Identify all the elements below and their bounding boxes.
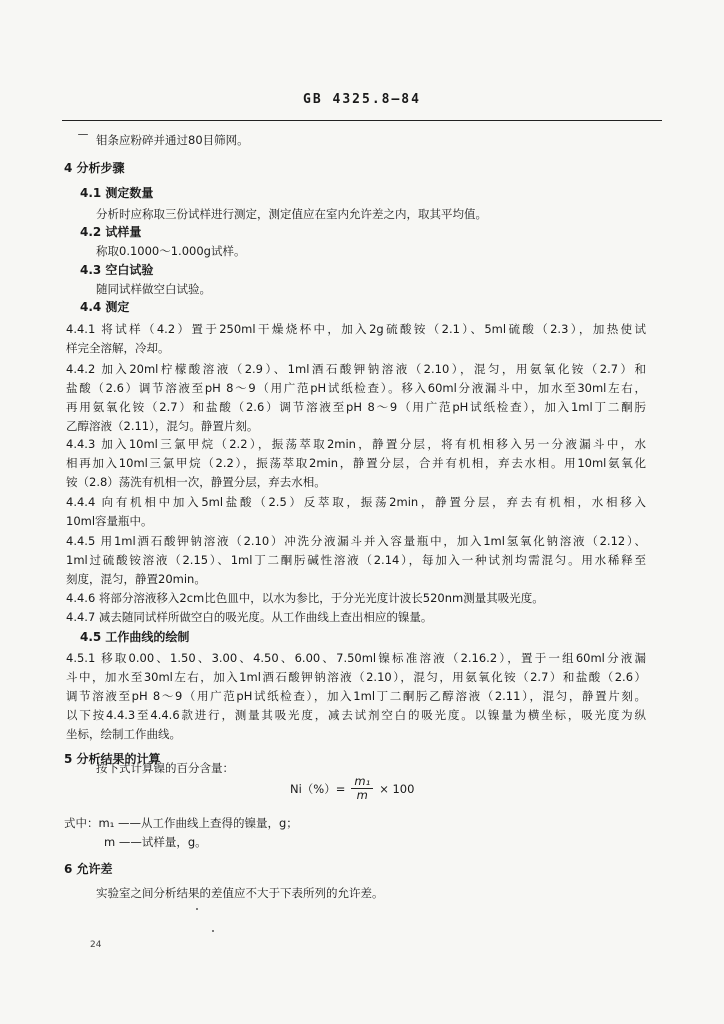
formula-denominator: m: [356, 788, 368, 802]
clause-4-4-7: 4.4.7 减去随同试样所做空白的吸光度。从工作曲线上查出相应的镍量。: [66, 610, 433, 624]
clause-4-5-1-line-5: 坐标，绘制工作曲线。: [66, 727, 181, 741]
formula-numerator: m₁: [351, 775, 373, 789]
clause-4-5-1-line-2: 斗中，加水至30ml左右，加入1ml酒石酸钾钠溶液（2.10），混匀，用氨氧化铵（2.7）和盐酸（2.6）: [66, 670, 646, 684]
subsection-heading-4-1: 4.1 测定数量: [80, 186, 154, 200]
section-heading-6: 6 允许差: [64, 862, 113, 876]
clause-4-4-2-line-2: 盐酸（2.6）调节溶液至pH 8～9（用广范pH试纸检查）。移入60ml分液漏斗中，加水至30ml左右，: [66, 381, 646, 395]
clause-4-5-1-line-4: 以下按4.4.3至4.4.6款进行，测量其吸光度，减去试剂空白的吸光度。以镍量为横坐标，吸光度为纵: [66, 708, 646, 722]
clause-4-4-3-line-1: 4.4.3 加入10ml三氯甲烷（2.2），振荡萃取2min，静置分层，将有机相移入另一分液漏斗中，水: [66, 437, 646, 451]
clause-4-5-1-line-3: 调节溶液至pH 8～9（用广范pH试纸检查），加入1ml丁二酮肟乙醇溶液（2.11），混匀，静置片刻。: [66, 689, 646, 703]
formula-rhs: × 100: [379, 781, 415, 796]
clause-4-4-2-line-3: 再用氨氧化铵（2.7）和盐酸（2.6）调节溶液至pH 8～9（用广范pH试纸检查），加入1ml丁二酮肟: [66, 400, 646, 414]
scan-speck: [196, 908, 198, 910]
header-rule: [62, 120, 662, 121]
clause-4-4-3-line-3: 铵（2.8）荡洗有机相一次，静置分层，弃去水相。: [66, 475, 326, 489]
text-line: 实验室之间分析结果的差值应不大于下表所列的允许差。: [96, 886, 384, 900]
scan-speck: [212, 930, 214, 932]
text-line: 按下式计算镍的百分含量：: [96, 761, 234, 775]
page-number: 24: [90, 940, 102, 950]
text-line: 钼条应粉碎并通过80目筛网。: [96, 133, 249, 147]
clause-4-5-1-line-1: 4.5.1 移取0.00、1.50、3.00、4.50、6.00、7.50ml镍标准溶液（2.16.2），置于一组60ml分液漏: [66, 651, 646, 665]
section-heading-5: 5 分析结果的计算: [64, 752, 161, 766]
formula-lhs: Ni（%）=: [290, 781, 346, 796]
clause-4-4-5-line-2: 1ml过硫酸铵溶液（2.15）、1ml丁二酮肟碱性溶液（2.14），每加入一种试剂均需混匀。用水稀释至: [66, 553, 646, 567]
subsection-heading-4-5: 4.5 工作曲线的绘制: [80, 630, 190, 644]
clause-4-4-1-line-2: 样完全溶解，冷却。: [66, 341, 170, 355]
subsection-heading-4-2: 4.2 试样量: [80, 225, 142, 239]
clause-4-4-5-line-3: 刻度，混匀，静置20min。: [66, 572, 206, 586]
standard-header: GB 4325.8—84: [303, 92, 421, 107]
scan-speck: [78, 134, 88, 135]
variable-definition-m: m ——试样量，g。: [104, 835, 207, 849]
nickel-percent-formula: [290, 775, 414, 802]
variable-definition-m1: 式中：m₁ ——从工作曲线上查得的镍量，g；: [64, 816, 298, 830]
section-heading-4: 4 分析步骤: [64, 161, 125, 175]
clause-4-4-4-line-1: 4.4.4 向有机相中加入5ml盐酸（2.5）反萃取，振荡2min，静置分层，弃去有机相，水相移入: [66, 495, 646, 509]
subsection-heading-4-4: 4.4 测定: [80, 300, 130, 314]
clause-4-4-2-line-4: 乙醇溶液（2.11），混匀。静置片刻。: [66, 419, 259, 433]
text-line: 分析时应称取三份试样进行测定，测定值应在室内允许差之内，取其平均值。: [96, 207, 487, 221]
formula-fraction: [351, 775, 373, 802]
clause-4-4-2-line-1: 4.4.2 加入20ml柠檬酸溶液（2.9）、1ml酒石酸钾钠溶液（2.10），混匀，用氨氧化铵（2.7）和: [66, 362, 646, 376]
clause-4-4-3-line-2: 相再加入10ml三氯甲烷（2.2），振荡萃取2min，静置分层，合并有机相，弃去水相。用10ml氨氧化: [66, 456, 646, 470]
clause-4-4-1-line-1: 4.4.1 将试样（4.2）置于250ml干燥烧杯中，加入2g硫酸铵（2.1）、5ml硫酸（2.3），加热使试: [66, 322, 646, 336]
clause-4-4-5-line-1: 4.4.5 用1ml酒石酸钾钠溶液（2.10）冲洗分液漏斗并入容量瓶中，加入1ml氢氧化钠溶液（2.12）、: [66, 534, 646, 548]
subsection-heading-4-3: 4.3 空白试验: [80, 263, 154, 277]
clause-4-4-6: 4.4.6 将部分溶液移入2cm比色皿中，以水为参比，于分光光度计波长520nm测量其吸光度。: [66, 591, 544, 605]
text-line: 称取0.1000～1.000g试样。: [96, 244, 246, 258]
text-line: 随同试样做空白试验。: [96, 282, 211, 296]
clause-4-4-4-line-2: 10ml容量瓶中。: [66, 514, 153, 528]
